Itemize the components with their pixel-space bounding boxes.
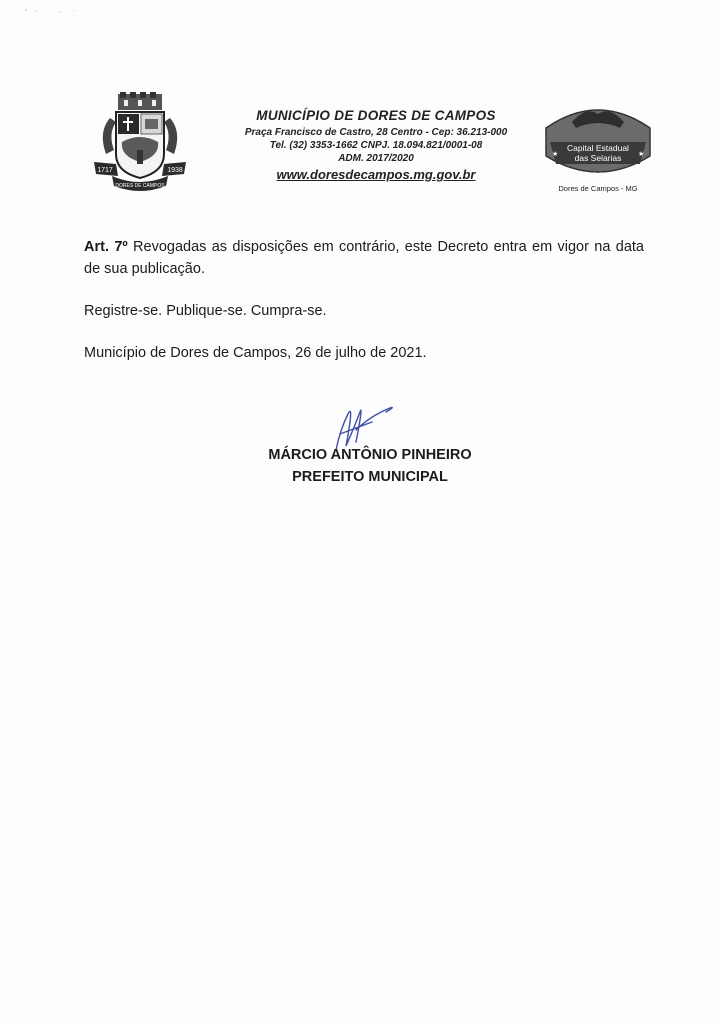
letterhead (226, 108, 526, 182)
place-date-paragraph: Município de Dores de Campos, 26 de julho de 2021. (84, 345, 427, 361)
register-paragraph: Registre-se. Publique-se. Cumpra-se. (84, 303, 327, 319)
address-line: Praça Francisco de Castro, 28 Centro - Cep: 36.213-000 (244, 127, 508, 138)
signer-name: MÁRCIO ANTÔNIO PINHEIRO (268, 447, 472, 463)
phone-cnpj-line: Tel. (32) 3353-1662 CNPJ. 18.094.821/0001-08 (269, 140, 483, 151)
signer-block (230, 444, 510, 488)
article-text: Revogadas as disposições em contrário, este Decreto entra em vigor na data de sua publicação. (84, 239, 644, 277)
crest-ribbon-text: DORES DE CAMPOS (115, 183, 165, 189)
capital-selarias-badge (536, 98, 660, 194)
article-label: Art. 7º (84, 239, 128, 255)
badge-line-2: das Selarias (574, 153, 622, 163)
municipality-title: MUNICÍPIO DE DORES DE CAMPOS (256, 108, 496, 123)
badge-caption: Dores de Campos - MG (558, 184, 638, 193)
star-icon: ★ (638, 151, 645, 158)
website-link[interactable]: www.doresdecampos.mg.gov.br (276, 167, 476, 182)
municipal-crest-logo (88, 92, 192, 192)
star-icon: ★ ★ (591, 172, 605, 178)
crest-year-right: 1938 (167, 167, 183, 174)
badge-line-1: Capital Estadual (567, 143, 629, 153)
star-icon: ★ (552, 151, 559, 158)
article-paragraph (84, 236, 644, 280)
crest-year-left: 1717 (97, 167, 113, 174)
administration-line: ADM. 2017/2020 (338, 153, 414, 164)
scan-specks (22, 6, 82, 16)
signer-title: PREFEITO MUNICIPAL (292, 469, 448, 485)
